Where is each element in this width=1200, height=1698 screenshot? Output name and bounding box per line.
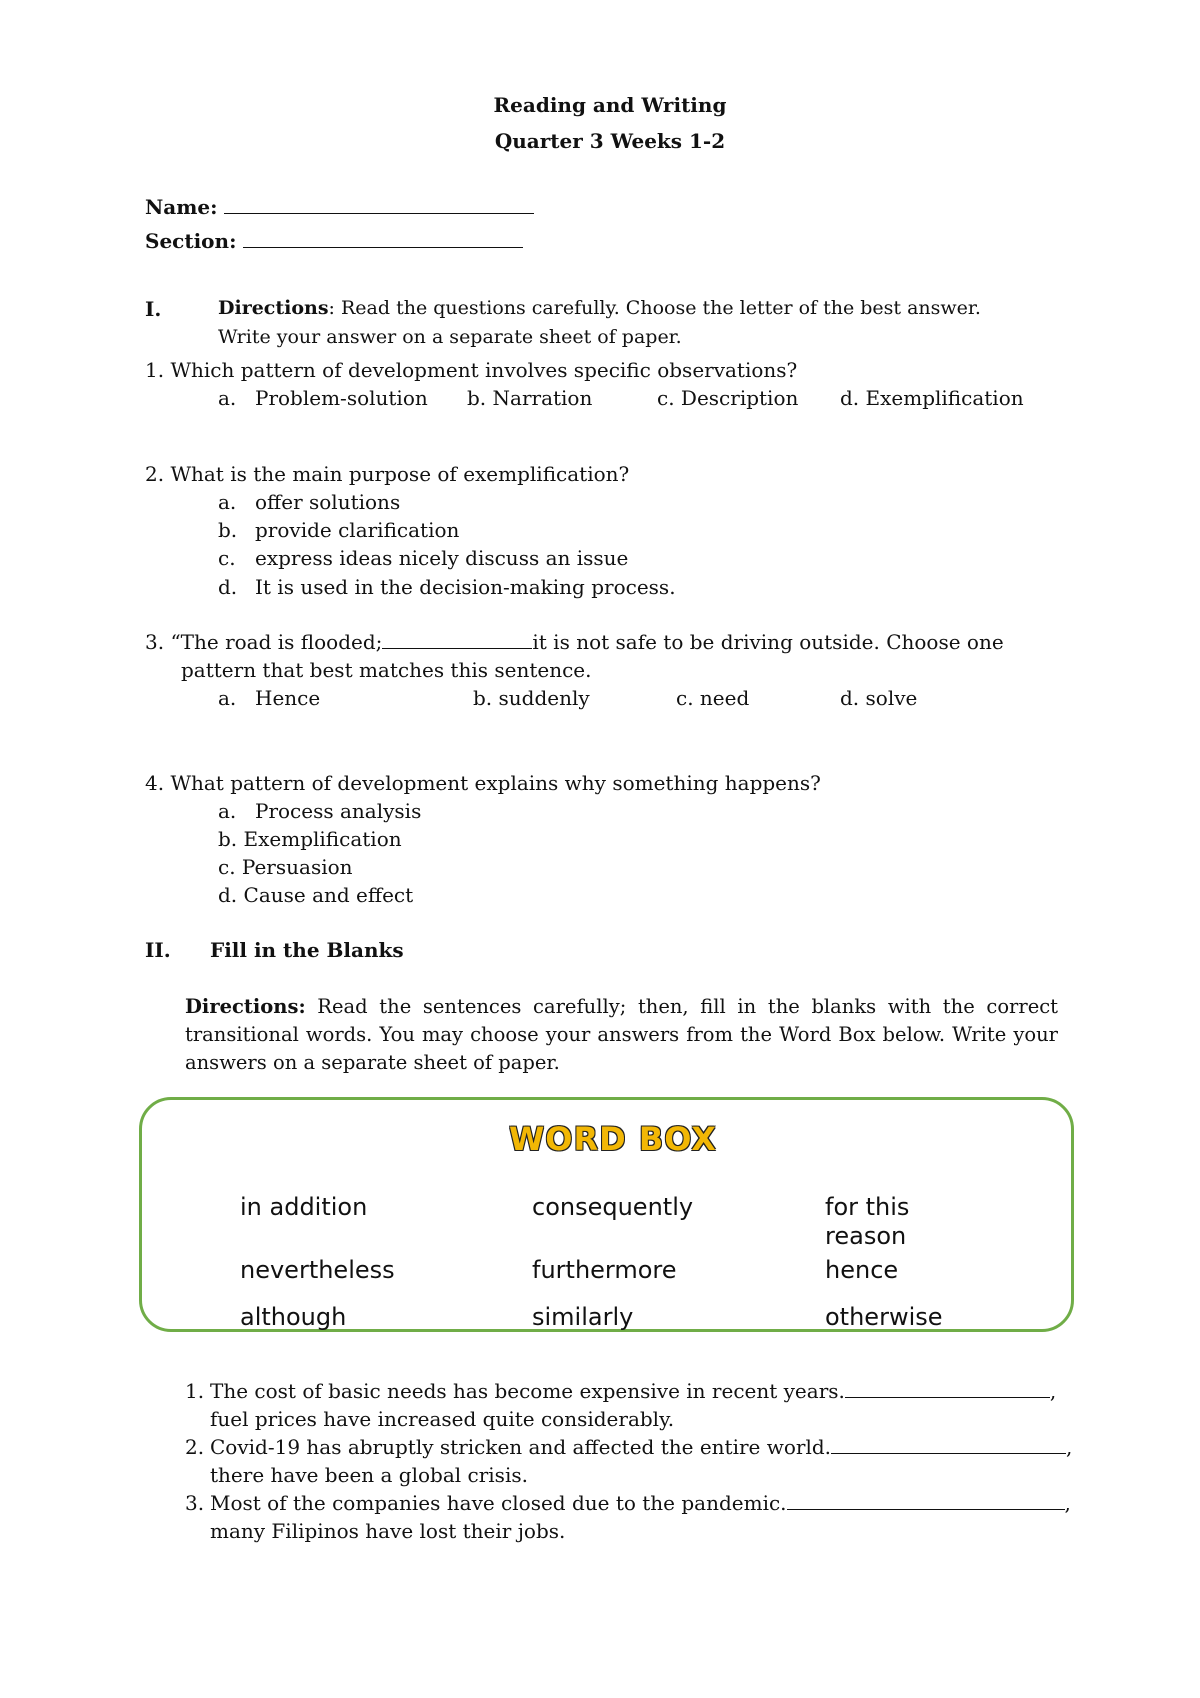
word-box-title: WORD BOX xyxy=(509,1120,717,1158)
fill-item-blank xyxy=(845,1397,1050,1398)
fill-item-comma: , xyxy=(1049,1379,1057,1403)
fill-item-text: Most of the companies have closed due to the pandemic. xyxy=(210,1491,787,1515)
q1-choice-c: c. Description xyxy=(657,386,799,410)
part1-numeral: I. xyxy=(145,297,162,321)
fill-item-comma: , xyxy=(1064,1491,1071,1515)
q3-text-start: 3. “The road is flooded; xyxy=(145,630,383,654)
q4-option-c: c. Persuasion xyxy=(218,855,353,879)
q1-choice-d: d. Exemplification xyxy=(840,386,1024,410)
section-label: Section: xyxy=(145,229,237,253)
q2-option-c: express ideas nicely discuss an issue xyxy=(255,546,629,570)
fill-item-number: 3. xyxy=(185,1491,205,1515)
q4-letter-a: a. xyxy=(218,799,237,823)
q2-letter-b: b. xyxy=(218,518,238,542)
fill-item-blank xyxy=(831,1453,1066,1454)
fill-item-number: 1. xyxy=(185,1379,205,1403)
part1-directions xyxy=(218,299,1016,318)
fill-item-comma: , xyxy=(1066,1435,1073,1459)
section-blank xyxy=(243,247,523,248)
word-box-word: in addition xyxy=(240,1193,368,1221)
page-title: Reading and Writing xyxy=(493,93,727,117)
q2-letter-a: a. xyxy=(218,490,237,514)
part1-directions-label: Directions xyxy=(218,297,329,319)
q3-text-line2: pattern that best matches this sentence. xyxy=(181,658,592,682)
q1-choice-b: b. Narration xyxy=(467,386,593,410)
q3-choice-a: Hence xyxy=(255,686,321,710)
part2-directions-label: Directions: xyxy=(185,995,306,1018)
fill-item-line1 xyxy=(210,1493,1071,1513)
q2-option-a: offer solutions xyxy=(255,490,401,514)
name-field xyxy=(145,197,534,217)
word-box-word: otherwise xyxy=(825,1303,943,1331)
section-field xyxy=(145,231,523,251)
part2-directions-text: Read the sentences carefully; then, fill in the blanks with the correct transitional words. You may choose your answers from the Word Box below. Write your answers on a separate sheet of paper. xyxy=(185,995,1058,1074)
q1-text: 1. Which pattern of development involves specific observations? xyxy=(145,358,798,382)
word-box-word: for this reason xyxy=(825,1193,910,1250)
part2-directions xyxy=(185,993,1058,1077)
q3-text-end: it is not safe to be driving outside. Choose one xyxy=(532,630,1004,654)
fill-item-line1 xyxy=(210,1381,1056,1401)
q1-choice-a: Problem-solution xyxy=(255,386,428,410)
q1-choice-a-letter: a. xyxy=(218,386,237,410)
q3-choice-d: d. solve xyxy=(840,686,918,710)
word-box-word: hence xyxy=(825,1256,899,1284)
fill-item-blank xyxy=(787,1509,1065,1510)
part1-directions-line2: Write your answer on a separate sheet of paper. xyxy=(218,326,682,348)
q2-letter-d: d. xyxy=(218,575,238,599)
part2-numeral: II. xyxy=(145,938,171,962)
q4-option-a: Process analysis xyxy=(255,799,422,823)
q2-option-d: It is used in the decision-making process. xyxy=(255,575,676,599)
fill-item-line2: there have been a global crisis. xyxy=(210,1463,528,1487)
q3-choice-c: c. need xyxy=(676,686,750,710)
q2-text: 2. What is the main purpose of exemplification? xyxy=(145,462,630,486)
q4-option-b: b. Exemplification xyxy=(218,827,402,851)
q3-choice-a-letter: a. xyxy=(218,686,237,710)
fill-item-line2: many Filipinos have lost their jobs. xyxy=(210,1519,566,1543)
word-box-word: furthermore xyxy=(532,1256,677,1284)
q4-text: 4. What pattern of development explains why something happens? xyxy=(145,771,821,795)
page-subtitle: Quarter 3 Weeks 1-2 xyxy=(494,129,726,153)
q3-text xyxy=(145,632,1004,652)
word-box-word: nevertheless xyxy=(240,1256,395,1284)
q3-choice-b: b. suddenly xyxy=(473,686,590,710)
fill-item-line1 xyxy=(210,1437,1072,1457)
word-box-word: similarly xyxy=(532,1303,634,1331)
fill-item-text: Covid-19 has abruptly stricken and affected the entire world. xyxy=(210,1435,832,1459)
q2-option-b: provide clarification xyxy=(255,518,460,542)
q2-letter-c: c. xyxy=(218,546,236,570)
word-box-word: consequently xyxy=(532,1193,694,1221)
fill-item-text: The cost of basic needs has become expensive in recent years. xyxy=(210,1379,845,1403)
q4-option-d: d. Cause and effect xyxy=(218,883,414,907)
fill-item-line2: fuel prices have increased quite considerably. xyxy=(210,1407,675,1431)
name-blank xyxy=(224,213,534,214)
fill-item-number: 2. xyxy=(185,1435,205,1459)
q3-blank xyxy=(382,648,532,649)
part2-heading: Fill in the Blanks xyxy=(210,938,404,962)
name-label: Name: xyxy=(145,195,218,219)
word-box-word: although xyxy=(240,1303,347,1331)
part1-directions-text: : Read the questions carefully. Choose the letter of the best answer. xyxy=(328,297,981,319)
